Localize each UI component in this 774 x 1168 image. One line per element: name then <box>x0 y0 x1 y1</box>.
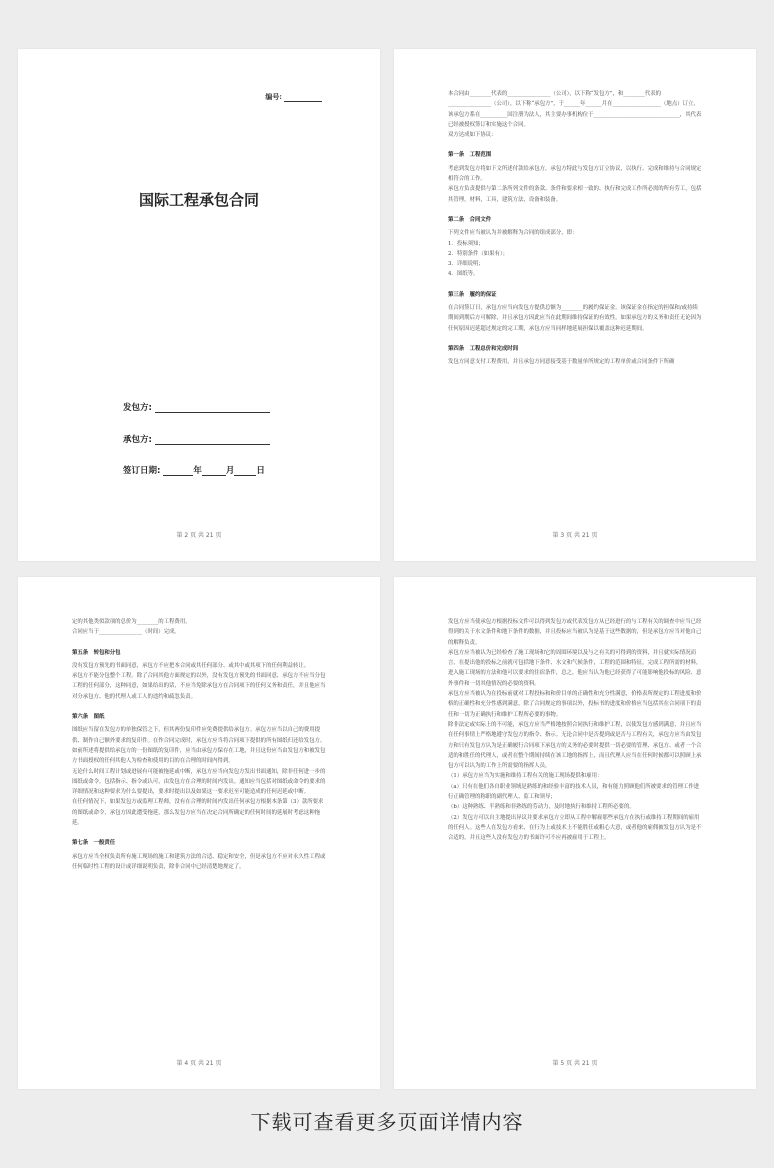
section-heading: 第一条 工程范围 <box>448 152 492 159</box>
document-page-5 <box>394 577 756 1089</box>
month-label: 月 <box>225 466 235 476</box>
signing-date-field <box>123 464 265 476</box>
paragraph: 1．投标须知； <box>448 240 484 247</box>
paragraph: 在任何情况下，如果发包方或监理工程师，没有在合理的时间内发出任何承包方根据本条第（3）款所要求的图纸或命令，承包方因此遭受拖延，那么发包方应当在决定合同所确定的任何时间的延展时考虑这种拖延。 <box>72 799 324 827</box>
day-label: 日 <box>256 466 265 476</box>
paragraph: 承包方不能分包整个工程。除了合同其他方面规定的以外，没有发包方预先的书面同意，承包方不应当分包工程的任何部分，这种同意，如果给出的话，不应当免除承包方在合同项下的任何义务和责任，并且他应当对分承包方、他的代理人或工人的违约和疏忽负责。 <box>72 673 326 700</box>
employer-field <box>123 401 270 413</box>
contractor-field <box>123 433 270 445</box>
paragraph: 发包方同意支付工程费用，并且承包方同意接受基于数量单所规定的工程单价或合同条件下所确 <box>448 359 675 366</box>
paragraph: 双方达成如下协议： <box>448 132 497 139</box>
paragraph: 图纸应当留在发包方的单独保管之下，但其两份复印件应免费提供给承包方。承包方应当以自己的费用提供、制作自己额外要求的复印件。在作合同完成时，承包方应当将合同项下提供的所有图纸归还给发包方。 <box>72 727 326 744</box>
page-footer: 第 4 页 共 21 页 <box>176 1060 222 1067</box>
paragraph: 承包方应当被认为已经检查了施工现场和它的周围环境以及与之有关的可得到的资料，并且就实际情况而言，在提出他的投标之前就可包括地下条件、水文和气候条件，工程的范围和特征，完成工程所需的材料，进入施工现场的方法和他可以要求的住宿条件，总之，他应当认为他已经获得了可能影响他投标的风险、意外事件和一切其他情况的必要的资料。 <box>448 649 702 687</box>
paragraph: 下列文件应当被认为并被解释为合同的组成部分，即： <box>448 230 578 237</box>
employer-label: 发包方: <box>123 403 152 413</box>
page-body <box>448 617 702 844</box>
page-footer: 第 2 页 共 21 页 <box>176 532 222 539</box>
contract-number-field <box>265 92 322 102</box>
paragraph: （1）承包方应当为实施和维持工程有关的施工现场提供和雇用： <box>448 773 603 780</box>
download-caption: 下载可查看更多页面详情内容 <box>250 1110 524 1134</box>
page-body <box>72 617 326 872</box>
section-heading: 第六条 图纸 <box>72 714 105 721</box>
document-page-4 <box>18 577 380 1089</box>
contractor-label: 承包方: <box>123 435 152 445</box>
paragraph: 4．图纸等。 <box>448 271 479 278</box>
page-footer: 第 5 页 共 21 页 <box>552 1060 598 1067</box>
signing-date-label: 签订日期: <box>123 466 161 476</box>
page-body <box>448 89 702 368</box>
year-label: 年 <box>193 466 202 476</box>
paragraph: 承包方负责提供与第二条所列文件的条款、条件和要求相一致的、执行和完成工作所必需的所有劳工，包括其管理，材料，工具，建筑方法，设备和装备。 <box>448 186 702 203</box>
paragraph: 2．特别条件（如果有）； <box>448 250 509 257</box>
contract-number-label: 编号: <box>265 92 282 101</box>
paragraph: 如前所述将提供给承包方的一份图纸的复印件，应当由承包方保存在工地，并且这份应当由发包方和被发包方书面授权的任何其他人为检查和使用的目的在合理的时间内得到。 <box>72 747 326 765</box>
paragraph: 承包方应当被认为在投标前就对工程投标和和价目单的正确性和充分性满意，价格表所规定的工程进度和价格的正确性和充分性感到满意，除了合同规定的事项以外，投标书的进度和价格应当包括其在合同项下的责任和一切为正确执行和维护工程所必要的事物。 <box>448 691 702 718</box>
paragraph: 3．详细说明； <box>448 261 484 268</box>
paragraph: 本合同由________代表的________________（公司），以下称“发包方”，和________代表的________________（公司），以下称“承包方”，于______年______月在__________________（地点）订立，该承包方系在__________国注册为法人，其主要办事机构位于________________________________，其代表已经被授权签订和实施这个合同。 <box>448 91 702 128</box>
section-heading: 第三条 履约的保证 <box>448 291 497 298</box>
document-page-cover <box>18 49 380 561</box>
contract-title: 国际工程承包合同 <box>138 191 259 209</box>
paragraph: 发包方应当使承包方根据投标文件可以得到发包方或代表发包方从已经进行的与工程有关的调查中应当已经得到的关于水文条件和地下条件的数据，并且投标应当被认为是基于这些数据的，但是承包方应当对他自己的解释负责。 <box>448 619 702 646</box>
paragraph: 合同应当于________________（时间）完成。 <box>72 629 180 636</box>
section-heading: 第二条 合同文件 <box>448 216 492 223</box>
paragraph: 无论什么时间工程计划或进展有可能被拖延或中断，承包方应当向发包方发出书面通知，除非任何进一步的图纸或命令，包括指示、指令或认可，由发包方在合理的时间内发出。通知应当包括对图纸或命令的要求的详细情况和这种要求为什么要提出，要求时提出以及如果这一要求迟至可能造成的任何迟延或中断。 <box>72 768 326 796</box>
section-heading: 第五条 转包和分包 <box>72 649 121 656</box>
paragraph: （a）只有在他们各自职业领域是熟练的和经验丰富的技术人员，和有能力照顾他们所被要求的管理工作进行正确管理的称职的副代理人、监工和领导； <box>448 783 700 801</box>
paragraph: （b）这种熟练、半熟练和非熟练的劳动力，及时地执行和维持工程所必要的。 <box>448 804 635 811</box>
page-footer: 第 3 页 共 21 页 <box>552 532 598 539</box>
paragraph: 没有发包方预先的书面同意，承包方不应把本合同或其任何部分、或其中或其项下的任何利益转让。 <box>72 662 310 669</box>
paragraph: 定的其他类似款项的总价为________的工程费用。 <box>72 619 191 625</box>
document-page-3 <box>394 49 756 561</box>
section-heading: 第七条 一般责任 <box>72 840 116 847</box>
paragraph: 承包方应当全权负责所有施工现场的施工和建筑方法的合适、稳定和安全，但是承包方不应对永久性工程或任何临时性工程的设计或详细说明负责，除非合同中已经清楚地规定了。 <box>72 853 326 870</box>
paragraph: 除非法定或实际上的不可能，承包方应当严格地按照合同执行和维护工程，以使发包方感到满意，并且应当在任何事情上严格地遵守发包方的指令、指示。无论合同中是否提到或是否与工程有关，承包方应当由发包方和只有发包方认为是正确履行合同项下承包方的义务的必要时提供一切必要的管理、承包方、或者一个合适的和胜任的代理人，或者在整个期间持续在该工地的指挥上，而且代理人应当在任何时候都可以照顾上承包方可以认为的工作上所需要的指挥人员。 <box>448 721 702 770</box>
paragraph: （2）发包方可以自主地提出异议并要求承包方立即从工程中解雇那些承包方在执行或维持工程期间的雇用的任何人。这些人在发包方看来，在行为上或技术上不能胜任或粗心大意，或者他的雇佣被发包方认为是不合适的，并且这些人没有发包方的书面许可不应再被雇用于工程上。 <box>448 814 702 842</box>
paragraph: 在合同签订日，承包方应当向发包方提供总额为________的履约保证金。该保证金在指定的担保和/或持续期间到期后方可解除，并且承包方因此应当在此期间维持保证的有效性，如果承包方的义务和责任无论因为任何原因迟延超过规定的完工期，承包方应当同样地延展担保以覆盖这种迟延期间。 <box>448 305 702 332</box>
paragraph: 考虑到发包方将如下文所述付款给承包方，承包方特此与发包方订立协议，以执行、完成和维持与合同规定相符合的工作。 <box>448 165 702 183</box>
section-heading: 第四条 工程总价和完成时间 <box>448 345 519 352</box>
